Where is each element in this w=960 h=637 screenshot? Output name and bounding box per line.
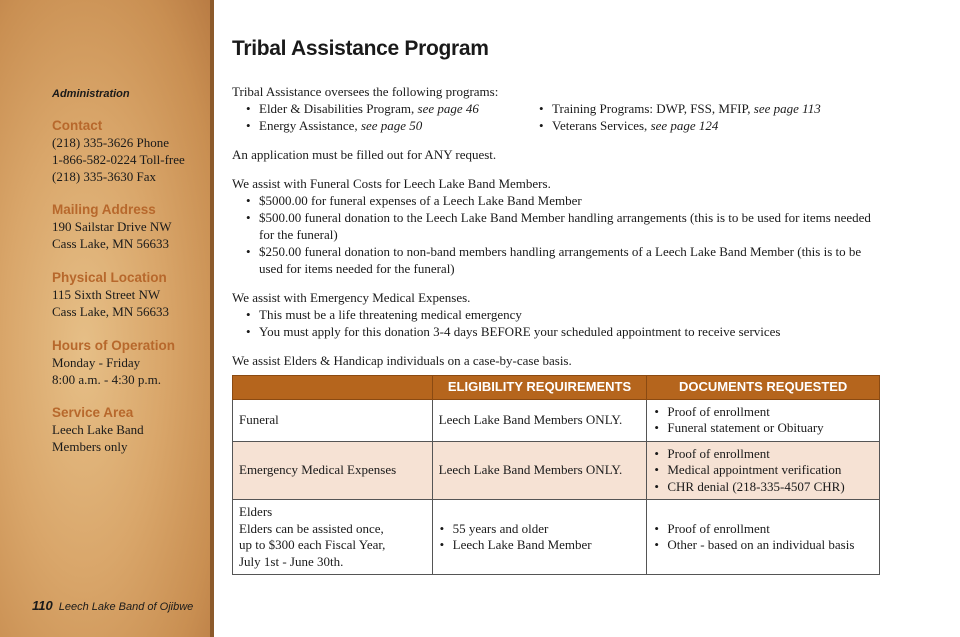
table-header bbox=[233, 376, 433, 400]
main-content bbox=[232, 37, 882, 575]
medical-item: • You must apply for this donation 3-4 days BEFORE your scheduled appointment to receive services bbox=[259, 323, 882, 340]
program-item: • Training Programs: DWP, FSS, MFIP, see page 113 bbox=[552, 100, 821, 117]
table-row bbox=[233, 399, 880, 441]
hours-heading: Hours of Operation bbox=[52, 338, 176, 353]
intro-text: Tribal Assistance oversees the following programs: bbox=[232, 84, 499, 99]
funeral-item: • $500.00 funeral donation to the Leech Lake Band Member handling arrangements (this is to be used for items needed for the funeral) bbox=[259, 209, 882, 243]
mailing-block bbox=[52, 201, 172, 252]
document-item: • Proof of enrollment bbox=[667, 521, 873, 538]
document-item: • Funeral statement or Obituary bbox=[667, 420, 873, 437]
cell-line: July 1st - June 30th. bbox=[239, 553, 344, 569]
table-row bbox=[233, 500, 880, 575]
sidebar-edge bbox=[210, 0, 214, 637]
hours-line: 8:00 a.m. - 4:30 p.m. bbox=[52, 372, 162, 387]
mailing-line: Cass Lake, MN 56633 bbox=[52, 236, 169, 251]
cell-line: Elders bbox=[239, 504, 273, 519]
funeral-item: • $5000.00 for funeral expenses of a Leech Lake Band Member bbox=[259, 192, 882, 209]
program-item: • Veterans Services, see page 124 bbox=[552, 117, 821, 134]
program-item: • Energy Assistance, see page 50 bbox=[259, 117, 525, 134]
document-item: • Other - based on an individual basis bbox=[667, 537, 873, 554]
application-note: An application must be filled out for ANY request. bbox=[232, 147, 497, 162]
cell-line: up to $300 each Fiscal Year, bbox=[239, 537, 386, 552]
page-footer bbox=[32, 598, 193, 613]
document-item: • Medical appointment verification bbox=[667, 462, 873, 479]
cell-line: Elders can be assisted once, bbox=[239, 520, 384, 536]
elders-note: We assist Elders & Handicap individuals on a case-by-case basis. bbox=[232, 353, 572, 368]
funeral-item: • $250.00 funeral donation to non-band members handling arrangements of a Leech Lake Band Member (this is to be used for items needed for the funeral) bbox=[259, 243, 882, 277]
hours-block bbox=[52, 337, 175, 388]
assistance-table bbox=[232, 375, 880, 575]
funeral-intro: We assist with Funeral Costs for Leech Lake Band Members. bbox=[232, 176, 551, 191]
service-block bbox=[52, 404, 144, 455]
mailing-heading: Mailing Address bbox=[52, 202, 156, 217]
table-cell: Funeral bbox=[233, 399, 433, 441]
service-heading: Service Area bbox=[52, 405, 134, 420]
table-cell: Leech Lake Band Members ONLY. bbox=[432, 399, 647, 441]
table-cell: Leech Lake Band Members ONLY. bbox=[432, 441, 647, 500]
table-header: DOCUMENTS REQUESTED bbox=[647, 376, 880, 400]
contact-block bbox=[52, 117, 185, 185]
contact-phone: (218) 335-3626 Phone bbox=[52, 135, 169, 150]
document-item: • Proof of enrollment bbox=[667, 404, 873, 421]
table-cell bbox=[647, 399, 880, 441]
table-header-row bbox=[233, 376, 880, 400]
program-item: • Elder & Disabilities Program, see page 46 bbox=[259, 100, 525, 117]
table-cell bbox=[647, 441, 880, 500]
document-item: • Proof of enrollment bbox=[667, 446, 873, 463]
medical-list bbox=[232, 306, 882, 340]
program-list bbox=[232, 100, 882, 134]
table-cell bbox=[647, 500, 880, 575]
service-line: Members only bbox=[52, 439, 128, 454]
hours-line: Monday - Friday bbox=[52, 355, 141, 370]
physical-line: Cass Lake, MN 56633 bbox=[52, 304, 169, 319]
physical-block bbox=[52, 269, 169, 320]
document-item: • CHR denial (218-335-4507 CHR) bbox=[667, 479, 873, 496]
publisher-name: Leech Lake Band of Ojibwe bbox=[58, 601, 194, 613]
medical-intro: We assist with Emergency Medical Expenses. bbox=[232, 290, 471, 305]
table-cell: Emergency Medical Expenses bbox=[233, 441, 433, 500]
physical-heading: Physical Location bbox=[52, 270, 167, 285]
mailing-line: 190 Sailstar Drive NW bbox=[52, 219, 172, 234]
table-cell bbox=[432, 500, 647, 575]
table-header: ELIGIBILITY REQUIREMENTS bbox=[432, 376, 647, 400]
section-label: Administration bbox=[52, 88, 130, 100]
table-cell bbox=[233, 500, 433, 575]
funeral-list bbox=[232, 192, 882, 277]
contact-heading: Contact bbox=[52, 118, 103, 133]
contact-fax: (218) 335-3630 Fax bbox=[52, 169, 156, 184]
table-row bbox=[233, 441, 880, 500]
medical-item: • This must be a life threatening medical emergency bbox=[259, 306, 882, 323]
physical-line: 115 Sixth Street NW bbox=[52, 287, 161, 302]
page-title: Tribal Assistance Program bbox=[232, 37, 489, 60]
service-line: Leech Lake Band bbox=[52, 422, 144, 437]
eligibility-item: • 55 years and older bbox=[453, 521, 641, 538]
page-number: 110 bbox=[32, 598, 53, 613]
eligibility-item: • Leech Lake Band Member bbox=[453, 537, 641, 554]
contact-tollfree: 1-866-582-0224 Toll-free bbox=[52, 152, 185, 167]
